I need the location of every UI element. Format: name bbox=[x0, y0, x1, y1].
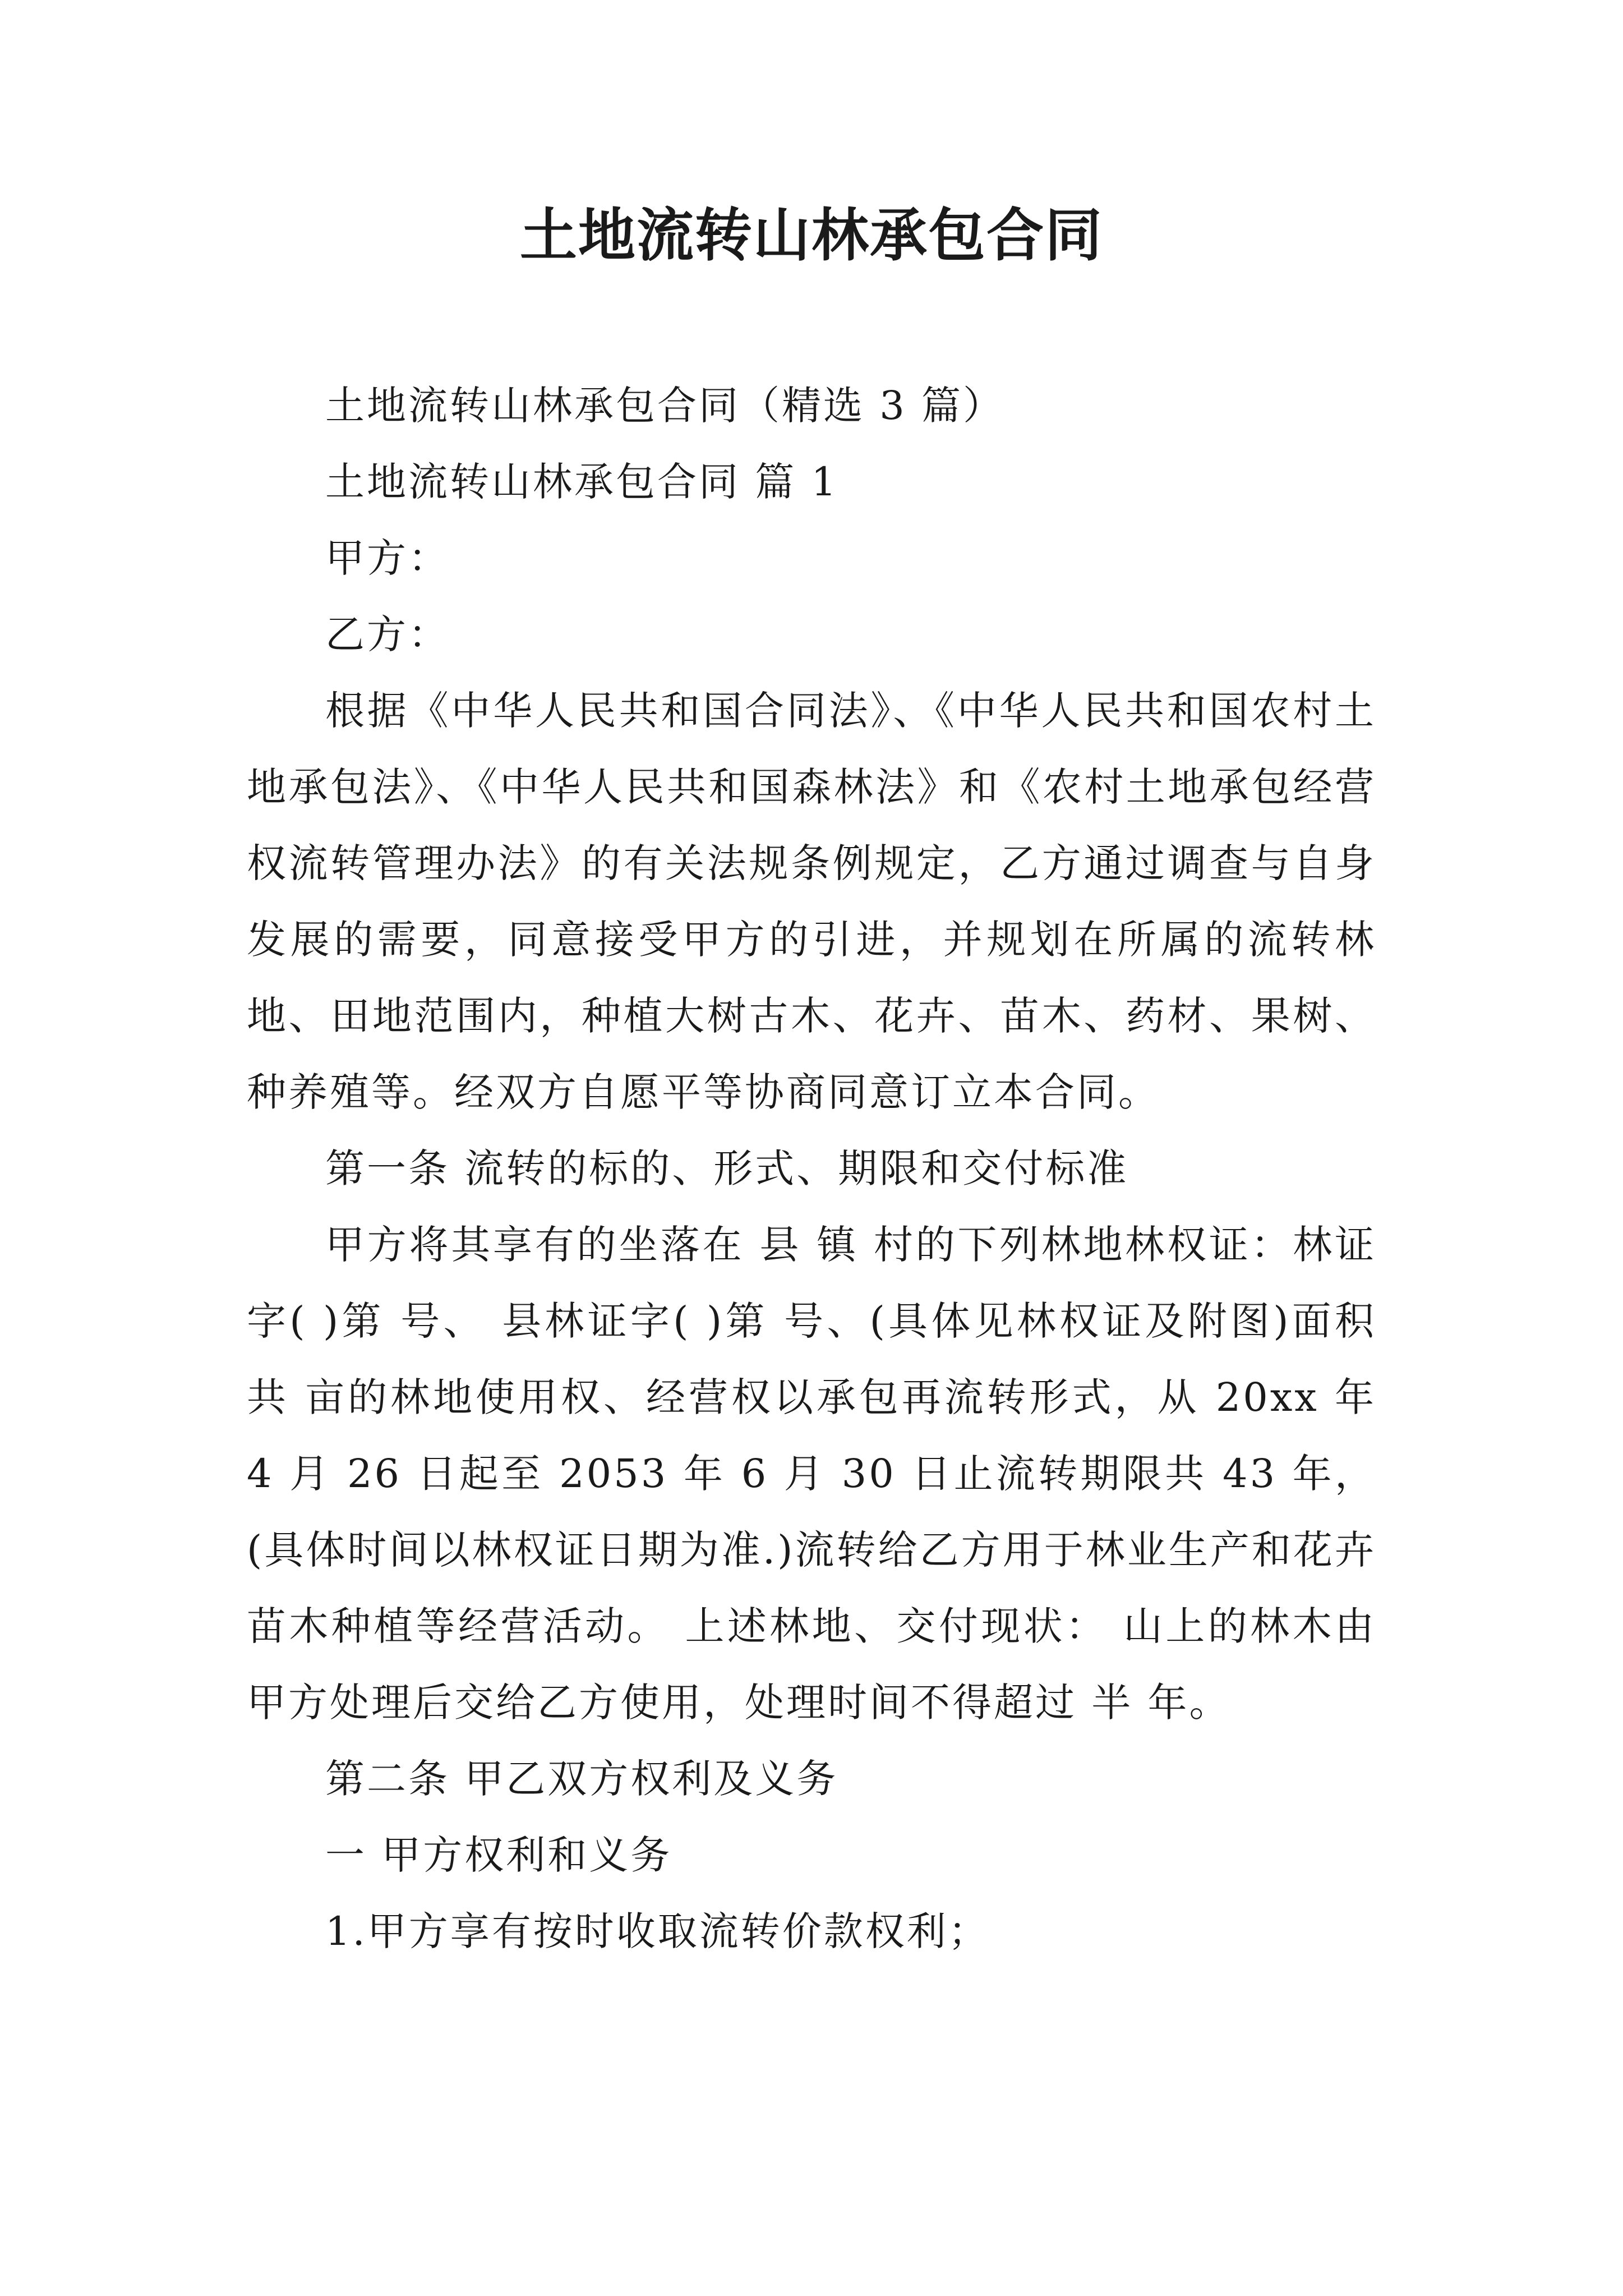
paragraph-article-1-heading: 第一条 流转的标的、形式、期限和交付标准 bbox=[325, 1145, 1129, 1191]
paragraph-party-a-right-1: 1.甲方享有按时收取流转价款权利； bbox=[325, 1908, 990, 1954]
paragraph-preamble: 根据《中华人民共和国合同法》、《中华人民共和国农村土地承包法》、《中华人民共和国森林法》和《农村土地承包经营权流转管理办法》的有关法规条例规定，乙方通过调查与自身发展的需要，同意接受甲方的引进，并规划在所属的流转林地、田地范围内，种植大树古木、花卉、苗木、药材、果树、种养殖等。经双方自愿平等协商同意订立本合同。 bbox=[247, 688, 1376, 1115]
document-body bbox=[247, 367, 1376, 1970]
paragraph-section-heading: 土地流转山林承包合同 篇 1 bbox=[325, 459, 839, 505]
paragraph-party-a-rights-heading: 一 甲方权利和义务 bbox=[325, 1832, 672, 1878]
paragraph-article-2-heading: 第二条 甲乙双方权利及义务 bbox=[325, 1756, 838, 1802]
paragraph-article-1-body: 甲方将其享有的坐落在 县 镇 村的下列林地林权证：林证字( )第 号、 县林证字( )第 号、(具体见林权证及附图)面积共 亩的林地使用权、经营权以承包再流转形式，从 20xx 年 4 月 26 日起至 2053 年 6 月 30 日止流转期限共 43 年，(具体时间以林权证日期为准.)流转给乙方用于林业生产和花卉苗木种植等经营活动。 上述林地、交付现状： 山上的林木由甲方处理后交给乙方使用，处理时间不得超过 半 年。 bbox=[247, 1222, 1376, 1726]
paragraph-party-a: 甲方： bbox=[325, 535, 450, 581]
paragraph-party-b: 乙方： bbox=[325, 611, 450, 657]
document-title: 土地流转山林承包合同 bbox=[520, 202, 1103, 269]
paragraph-collection-title: 土地流转山林承包合同（精选 3 篇） bbox=[325, 383, 1005, 429]
